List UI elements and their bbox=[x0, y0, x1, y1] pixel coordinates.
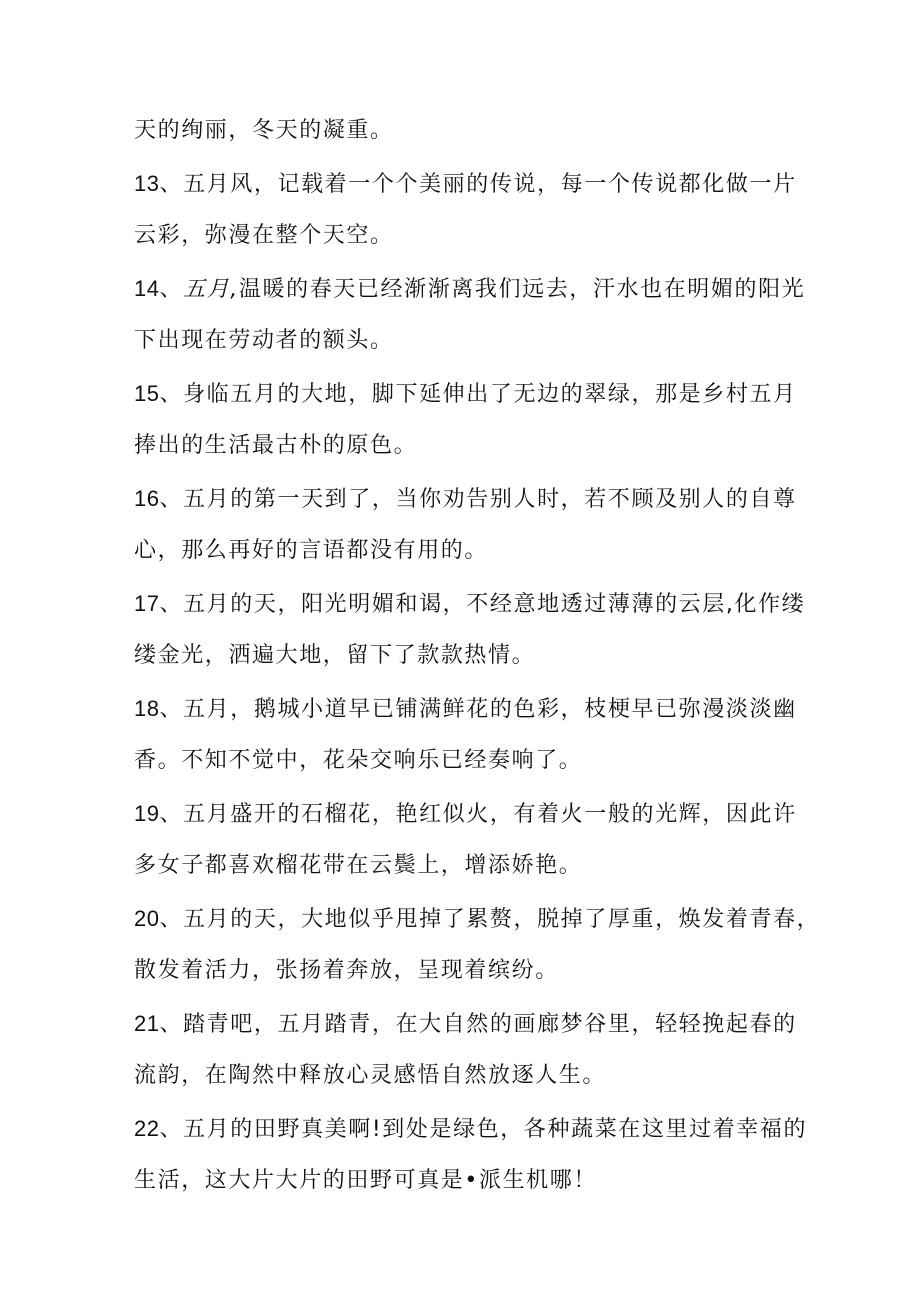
line-text: 天的绚丽，冬天的凝重。 bbox=[134, 118, 394, 143]
paragraph-number: 14 bbox=[134, 276, 160, 301]
line-text: 、五月的天，阳光明媚和谒，不经意地透过薄薄的云层,化作缕 bbox=[159, 592, 806, 617]
line-text: 云彩，弥漫在整个天空。 bbox=[134, 223, 394, 248]
paragraph-13-line-2 bbox=[134, 222, 804, 250]
paragraph-21-line-1 bbox=[134, 1010, 804, 1039]
paragraph-17-line-2 bbox=[134, 642, 804, 670]
paragraph-number: 18 bbox=[134, 696, 160, 721]
paragraph-number: 15 bbox=[134, 381, 160, 406]
paragraph-17-line-1 bbox=[134, 590, 804, 619]
line-text: 生活，这大片大片的田野可真是•派生机哪！ bbox=[134, 1168, 597, 1193]
paragraph-20-line-2 bbox=[134, 957, 804, 985]
paragraph-number: 13 bbox=[134, 171, 160, 196]
line-text: 、踏青吧，五月踏青，在大自然的画廊梦谷里，轻轻挽起春的 bbox=[159, 1012, 797, 1037]
paragraph-number: 20 bbox=[134, 906, 160, 931]
paragraph-22-line-2 bbox=[134, 1167, 804, 1195]
line-text: 、五月风，记载着一个个美丽的传说，每一个传说都化做一片 bbox=[159, 172, 797, 197]
line-text: 、五月的第一天到了，当你劝告别人时，若不顾及别人的自尊 bbox=[159, 487, 797, 512]
paragraph-19-line-1 bbox=[134, 800, 804, 829]
line-text: 、五月的田野真美啊!到处是绿色，各种蔬菜在这里过着幸福的 bbox=[159, 1117, 808, 1142]
line-text: 捧出的生活最古朴的原色。 bbox=[134, 433, 418, 458]
line-text: 缕金光，洒遍大地，留下了款款热情。 bbox=[134, 643, 536, 668]
paragraph-16-line-2 bbox=[134, 537, 804, 565]
line-text: 流韵，在陶然中释放心灵感悟自然放逐人生。 bbox=[134, 1063, 607, 1088]
paragraph-number: 19 bbox=[134, 801, 160, 826]
paragraph-15-line-1 bbox=[134, 380, 804, 409]
paragraph-22-line-1 bbox=[134, 1115, 808, 1144]
paragraph-number: 21 bbox=[134, 1011, 160, 1036]
paragraph-number: 16 bbox=[134, 486, 160, 511]
paragraph-14-line-1 bbox=[134, 275, 804, 304]
line-text: 、身临五月的大地，脚下延伸出了无边的翠绿，那是乡村五月 bbox=[159, 382, 797, 407]
italic-prefix: 五月, bbox=[183, 277, 239, 302]
paragraph-21-line-2 bbox=[134, 1062, 804, 1090]
line-text: 下出现在劳动者的额头。 bbox=[134, 328, 394, 353]
line-text: 香。不知不觉中，花朵交响乐已经奏响了。 bbox=[134, 748, 583, 773]
paragraph-14-line-2 bbox=[134, 327, 804, 355]
paragraph-19-line-2 bbox=[134, 852, 804, 880]
paragraph-20-line-1 bbox=[134, 905, 821, 934]
line-text: 温暖的春天已经渐渐离我们远去，汗水也在明媚的阳光 bbox=[238, 277, 806, 302]
paragraph-18-line-2 bbox=[134, 747, 804, 775]
line-prefix: 、 bbox=[159, 277, 184, 302]
paragraph-13-line-1 bbox=[134, 170, 804, 199]
paragraph-18-line-1 bbox=[134, 695, 804, 724]
line-text: 多女子都喜欢榴花带在云鬓上，增添娇艳。 bbox=[134, 853, 583, 878]
line-text: 、五月，鹅城小道早已铺满鲜花的色彩，枝梗早已弥漫淡淡幽 bbox=[159, 697, 797, 722]
line-text: 、五月盛开的石榴花，艳红似火，有着火一般的光辉，因此许 bbox=[159, 802, 797, 827]
paragraph-12-line-1 bbox=[134, 117, 804, 145]
paragraph-15-line-2 bbox=[134, 432, 804, 460]
paragraph-number: 17 bbox=[134, 591, 160, 616]
line-text: 、五月的天，大地似乎甩掉了累赘，脱掉了厚重，焕发着青春， bbox=[159, 907, 821, 932]
line-text: 散发着活力，张扬着奔放，呈现着缤纷。 bbox=[134, 958, 559, 983]
paragraph-16-line-1 bbox=[134, 485, 804, 514]
paragraph-number: 22 bbox=[134, 1116, 160, 1141]
line-text: 心，那么再好的言语都没有用的。 bbox=[134, 538, 489, 563]
